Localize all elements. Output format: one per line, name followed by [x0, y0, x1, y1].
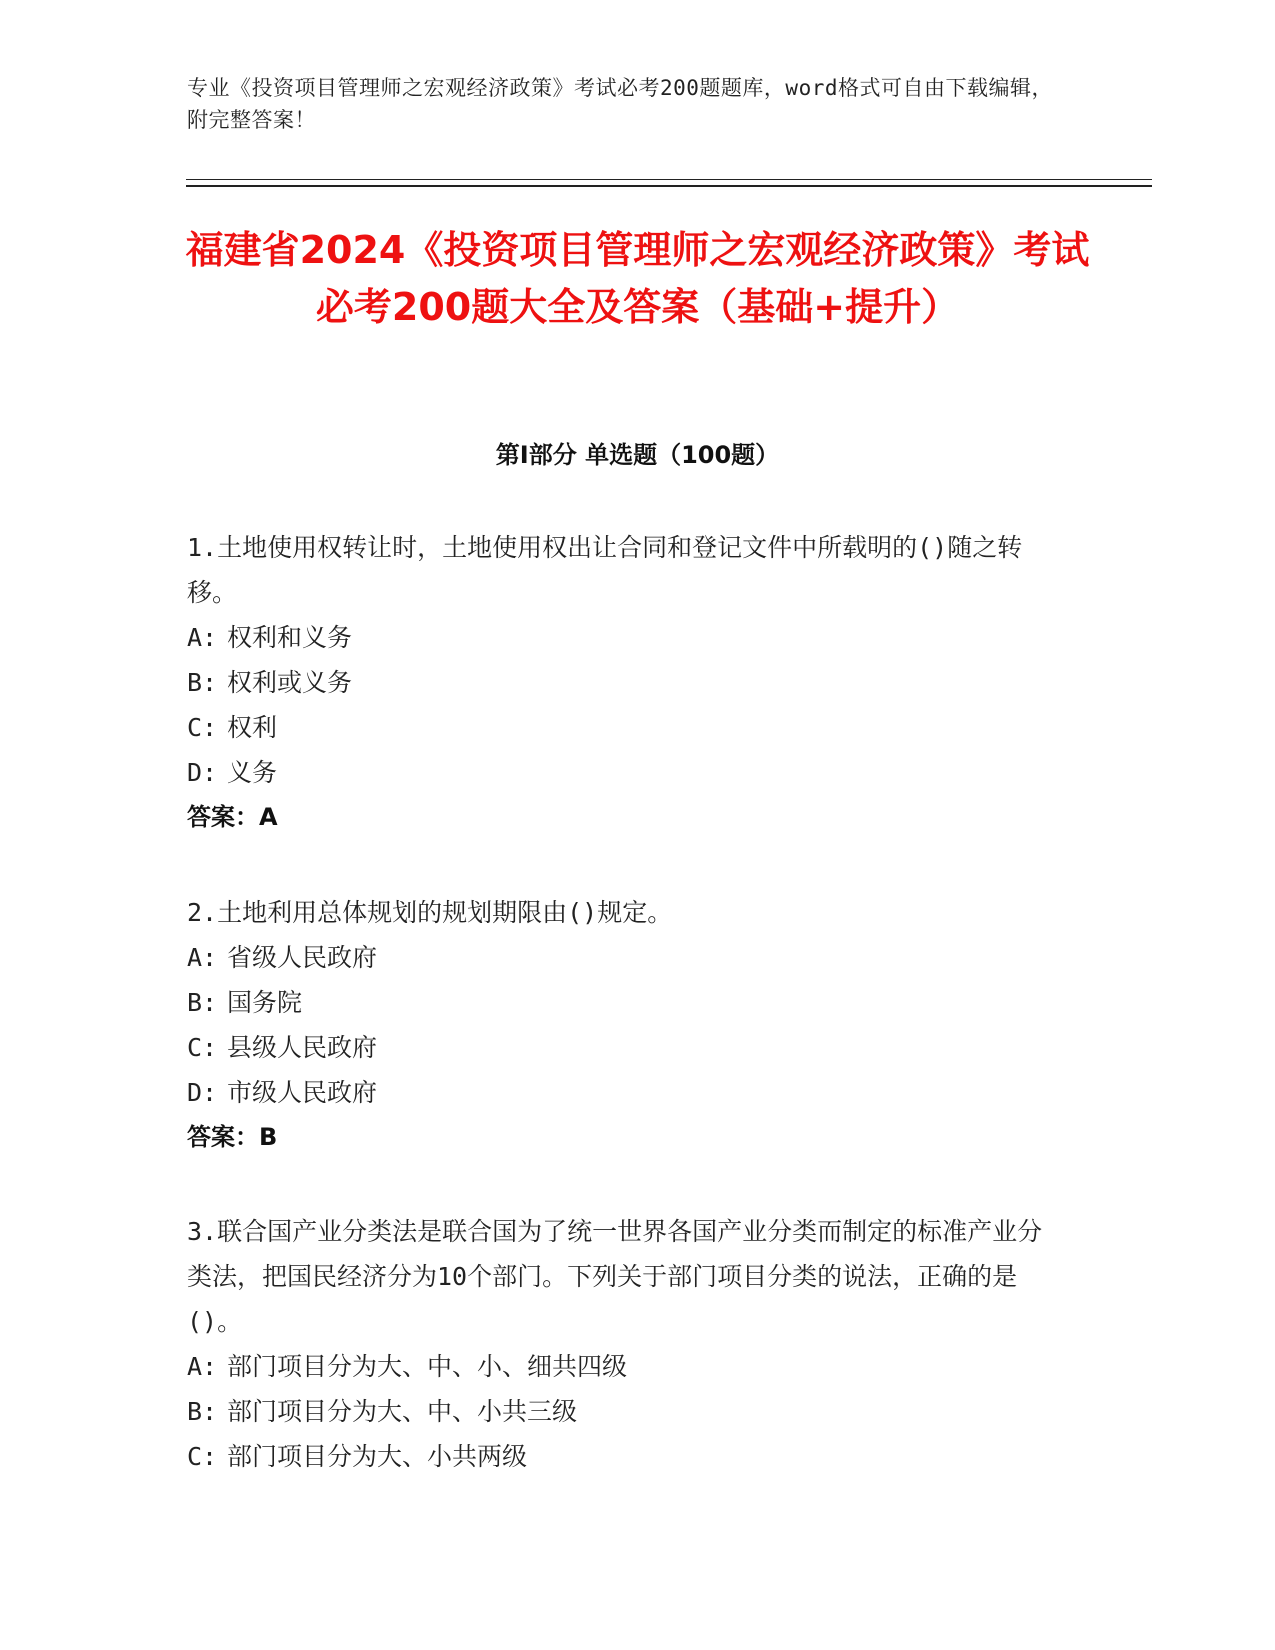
option-text: 国务院: [227, 988, 303, 1017]
answer-line: [187, 795, 1067, 840]
option-a: [187, 615, 1067, 660]
option-d: [187, 1070, 1067, 1115]
option-b: [187, 660, 1067, 705]
answer-value: A: [259, 803, 278, 831]
header-divider-bottom: [186, 185, 1152, 187]
answer-line: [187, 1115, 1067, 1160]
option-c: [187, 705, 1067, 750]
question-stem: 1.土地使用权转让时，土地使用权出让合同和登记文件中所载明的()随之转移。: [187, 533, 1023, 607]
header-note: 专业《投资项目管理师之宏观经济政策》考试必考200题题库，word格式可自由下载编辑，附完整答案！: [187, 76, 1053, 132]
question-1: [187, 525, 1067, 840]
question-3: [187, 1209, 1067, 1479]
question-stem: 3.联合国产业分类法是联合国为了统一世界各国产业分类而制定的标准产业分类法，把国民经济分为10个部门。下列关于部门项目分类的说法，正确的是()。: [187, 1217, 1043, 1336]
option-key: D:: [187, 1078, 218, 1107]
answer-label: 答案：: [187, 803, 259, 831]
option-text: 权利或义务: [227, 668, 353, 697]
option-b: [187, 1389, 1067, 1434]
option-text: 部门项目分为大、中、小共三级: [227, 1397, 578, 1426]
question-2: [187, 890, 1067, 1160]
answer-label: 答案：: [187, 1123, 259, 1151]
option-text: 市级人民政府: [227, 1078, 378, 1107]
answer-value: B: [259, 1123, 278, 1151]
option-text: 权利和义务: [227, 623, 353, 652]
option-key: B:: [187, 988, 218, 1017]
header-divider-top: [186, 179, 1152, 180]
option-key: D:: [187, 758, 218, 787]
option-text: 部门项目分为大、小共两级: [227, 1442, 528, 1471]
option-c: [187, 1434, 1067, 1479]
option-key: A:: [187, 943, 218, 972]
option-b: [187, 980, 1067, 1025]
option-key: A:: [187, 1352, 218, 1381]
option-key: B:: [187, 1397, 218, 1426]
option-d: [187, 750, 1067, 795]
option-key: A:: [187, 623, 218, 652]
option-a: [187, 935, 1067, 980]
option-a: [187, 1344, 1067, 1389]
option-key: B:: [187, 668, 218, 697]
option-key: C:: [187, 713, 218, 742]
option-key: C:: [187, 1442, 218, 1471]
option-text: 义务: [227, 758, 278, 787]
option-text: 部门项目分为大、中、小、细共四级: [227, 1352, 628, 1381]
option-text: 县级人民政府: [227, 1033, 378, 1062]
option-text: 权利: [227, 713, 278, 742]
document-title: 福建省2024《投资项目管理师之宏观经济政策》考试必考200题大全及答案（基础+提升）: [185, 228, 1090, 329]
question-stem: 2.土地利用总体规划的规划期限由()规定。: [187, 898, 673, 927]
option-text: 省级人民政府: [227, 943, 378, 972]
option-c: [187, 1025, 1067, 1070]
option-key: C:: [187, 1033, 218, 1062]
section-title: 第I部分 单选题（100题）: [495, 441, 780, 469]
